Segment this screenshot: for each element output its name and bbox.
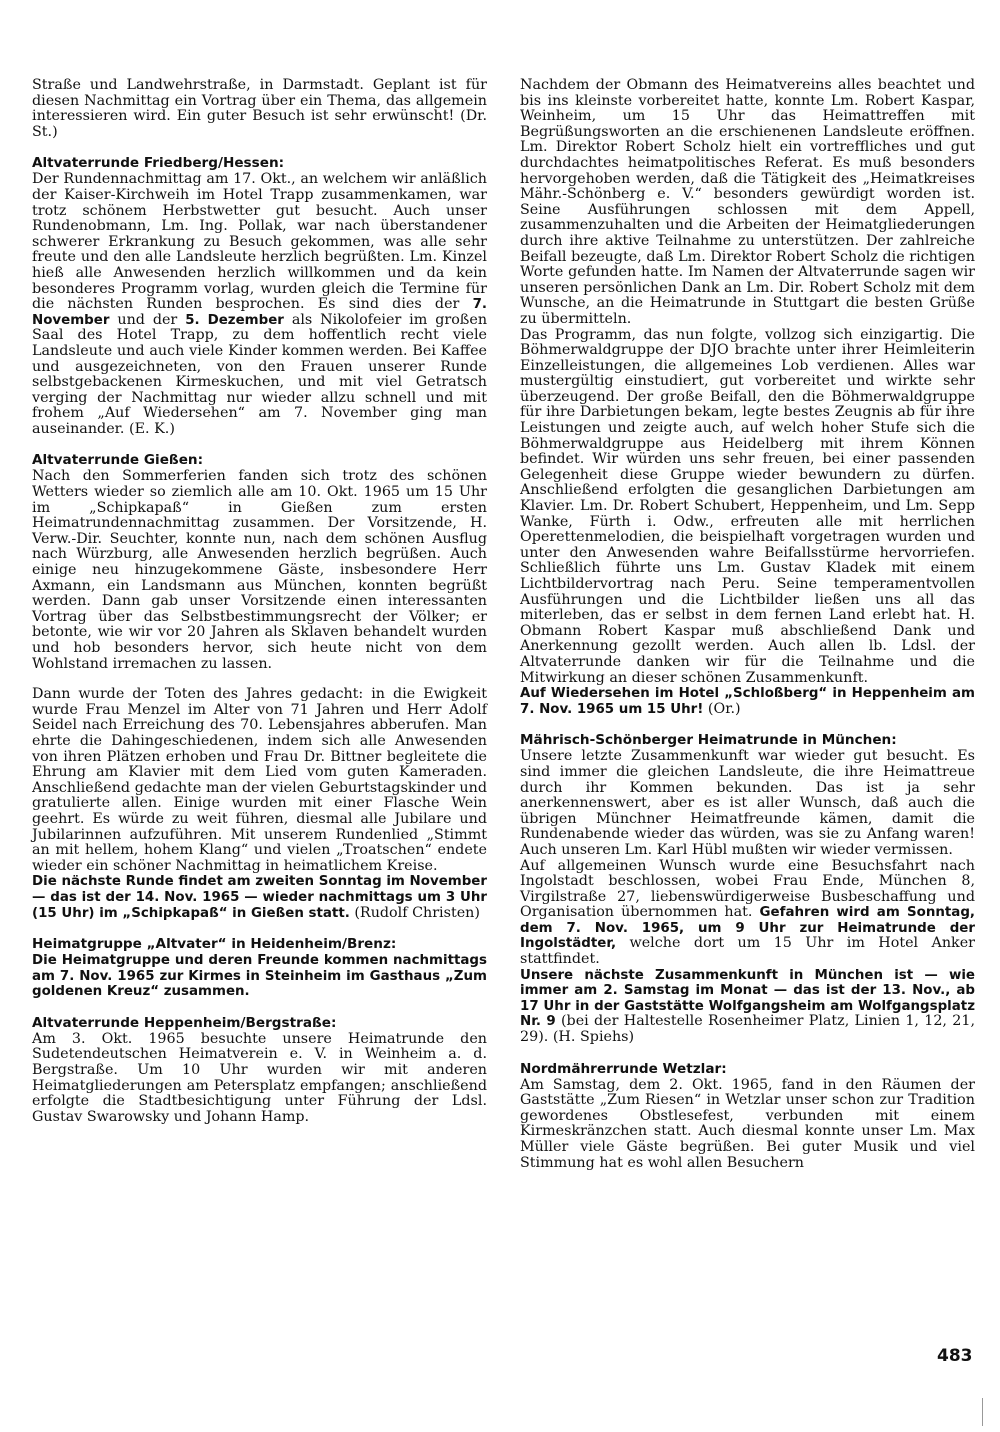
body-text: Der Rundennachmittag am 17. Okt., an welchem wir anläßlich der Kaiser-Kirchweih im Hotel Trapp zusammenkamen, war trotz schönem Herbstwetter gut besucht. Auch unser Rundenobmann, Lm. Ing. Pollak, war nach überstandener schwerer Erkrankung zu Besuch gekommen, was alle sehr freute und den alle Landsleute herzlich begrüßten. Lm. Kinzel hieß alle Anwesenden herzlich willkommen und da kein besonderes Programm vorlag, wurden gleich die Termine für die nächsten Runden besprochen. Es sind dies der: [32, 171, 487, 313]
bold-announcement: Die nächste Runde findet am zweiten Sonntag im November — das ist der 14. Nov. 1965 — wieder nachmittags um 3 Uhr (15 Uhr) im „Schipkapaß“ in Gießen statt.: [32, 874, 487, 921]
announcement: [520, 686, 975, 717]
announcement: [32, 874, 487, 921]
section-heppenheim: [32, 1015, 487, 1126]
section-heading: Altvaterrunde Friedberg/Hessen:: [32, 155, 285, 172]
section-friedberg: [32, 155, 487, 437]
section-body: [520, 968, 975, 1046]
section-body: Dann wurde der Toten des Jahres gedacht: in die Ewigkeit wurde Frau Menzel im Alter von 71 Jahren und Herr Adolf Seidel nach Erreichung des 70. Lebensjahres abberufen. Man ehrte die Dahingeschiedenen, indem sich alle Anwesenden von ihren Plätzen erhoben und Frau Dr. Bittner begleitete die Ehrung am Klavier mit dem Lied vom guten Kameraden. Anschließend gedachte man der vielen Geburtstagskinder und gratulierte allen. Einige wurden mit einer Flasche Wein geehrt. Es würde zu weit führen, diesmal alle Jubilare und Jubilarinnen aufzuführen. Mit unserem Rundenlied „Stimmt an mit hellem, hohem Klang“ und vielen „Troatschen“ endete wieder ein schöner Nachmittag in heimatlichem Kreise.: [32, 686, 487, 874]
body-text: (bei der Haltestelle Rosenheimer Platz, Linien 1, 12, 21, 29). (H. Spiehs): [520, 1013, 975, 1046]
bold-date: 7. November: [32, 297, 487, 328]
section-body: Nach den Sommerferien fanden sich trotz des schönen Wetters wieder so ziemlich alle am 10. Okt. 1965 um 15 Uhr im „Schipkapaß“ in Gießen zum ersten Heimatrundennachmittag zusammen. Der Vorsitzende, H. Verw.-Dir. Seuchter, konnte nun, nach dem schönen Ausflug nach Würzburg, alle Anwesenden herzlich begrüßen. Auch einige neu hinzugekommene Gäste, insbesondere Herr Axmann, ein Landsmann aus München, konnten begrüßt werden. Dann gab unser Vorsitzende einen interessanten Vortrag über das Selbstbestimmungsrecht der Völker; er betonte, wie wir vor 20 Jahren als Sklaven behandelt wurden und hob besonders hervor, sich heute nicht von dem Wohlstand irremachen zu lassen.: [32, 468, 487, 672]
signature: (Rudolf Christen): [354, 904, 480, 921]
section-body: Am 3. Okt. 1965 besuchte unsere Heimatrunde den Sudetendeutschen Heimatverein e. V. in Weinheim a. d. Bergstraße. Um 10 Uhr wurden wir mit anderen Heimatgliederungen am Petersplatz empfangen; anschließend erfolgte die Stadtbesichtigung unter Führung der Ldsl. Gustav Swarowsky und Johann Hamp.: [32, 1030, 487, 1125]
body-text: Auf allgemeinen Wunsch wurde eine Besuchsfahrt nach Ingolstadt beschlossen, wobei Frau Ende, München 8, Virgilstraße 27, liebenswürdigerweise Busbeschaffung und Organisation übernommen hat.: [520, 857, 975, 921]
right-column: [520, 78, 975, 1171]
bold-announcement: Unsere nächste Zusammenkunft in München ist — wie immer am 2. Samstag im Monat — das ist der 13. Nov., ab 17 Uhr in der Gaststätte Wolfgangsheim am Wolfgangsplatz Nr. 9: [520, 967, 975, 1030]
bold-date: 5. Dezember: [185, 312, 284, 328]
section-body: Das Programm, das nun folgte, vollzog sich einzigartig. Die Böhmerwaldgruppe der DJO brachte unter ihrer Heimleiterin Einzelleistungen, die allgemeines Lob verdienen. Alles war mustergültig einstudiert, gut vorbereitet und wirkte sehr überzeugend. Der große Beifall, den die Böhmerwaldgruppe für ihre Darbietungen bekam, legte bestes Zeugnis ab für ihre Leistungen und zeigte auch, auf welch hoher Stufe sich die Böhmerwaldgruppe aus Heidelberg mit ihrem Können befindet. Wir würden uns sehr freuen, bei einer passenden Gelegenheit diese Gruppe wieder bewundern zu dürfen. Anschließend erfolgten die gesanglichen Darbietungen am Klavier. Lm. Dr. Robert Schubert, Heppenheim, und Lm. Sepp Wanke, Fürth i. Odw., erfreuten alle mit herrlichen Operettenmelodien, die beispielhaft vorgetragen wurden und unter den Anwesenden wahre Beifallsstürme hervorriefen. Schließlich führte uns Lm. Gustav Kladek mit einem Lichtbildervortrag nach Peru. Seine temperamentvollen Ausführungen und die Lichtbilder ließen uns all das miterleben, das er selbst in dem fernen Land erlebt hat. H. Obmann Robert Kaspar muß abschließend Dank und Anerkennung gezollt werden. Auch allen lb. Ldsl. der Altvaterrunde danken wir für die Teilnahme und die Mitwirkung an dieser schönen Zusammenkunft.: [520, 326, 975, 686]
body-text: welche dort um 15 Uhr im Hotel Anker stattfindet.: [520, 935, 975, 968]
section-wetzlar: [520, 1061, 975, 1172]
page-number: 483: [937, 1346, 973, 1366]
scan-edge-mark: [982, 1398, 997, 1426]
section-body: [520, 859, 975, 968]
section-giessen: [32, 452, 487, 921]
section-heading: Altvaterrunde Gießen:: [32, 452, 204, 469]
section-heading: Nordmährerrunde Wetzlar:: [520, 1060, 727, 1077]
bold-announcement: Auf Wiedersehen im Hotel „Schloßberg“ in Heppenheim am 7. Nov. 1965 um 15 Uhr!: [520, 686, 975, 717]
left-column: [32, 78, 487, 1125]
section-heading: Heimatgruppe „Altvater“ in Heidenheim/Brenz:: [32, 936, 397, 953]
section-body: Unsere letzte Zusammenkunft war wieder gut besucht. Es sind immer die gleichen Landsleute, die ihre Heimattreue durch ihr Kommen bekunden. Das ist ja sehr anerkennenswert, aber es ist aller Wunsch, daß auch die übrigen Münchner Heimatfreunde kämen, damit die Rundenabende wieder das würden, was sie zu Anfang waren! Auch unseren Lm. Karl Hübl mußten wir wieder vermissen.: [520, 748, 975, 858]
section-heading: Mährisch-Schönberger Heimatrunde in München:: [520, 732, 897, 749]
section-body: [32, 172, 487, 437]
bold-announcement: Die Heimatgruppe und deren Freunde kommen nachmittags am 7. Nov. 1965 zur Kirmes in Steinheim im Gasthaus „Zum goldenen Kreuz“ zusammen.: [32, 953, 487, 1000]
section-body: Am Samstag, dem 2. Okt. 1965, fand in den Räumen der Gaststätte „Zum Riesen“ in Wetzlar unser schon zur Tradition gewordenes Obstlesefest, verbunden mit einem Kirmeskränzchen statt. Auch diesmal konnte unser Lm. Max Müller viele Gäste begrüßen. Bei guter Musik und viel Stimmung hat es wohl allen Besuchern: [520, 1076, 975, 1171]
section-muenchen: [520, 732, 975, 1045]
section-body: Nachdem der Obmann des Heimatvereins alles beachtet und bis ins kleinste vorbereitet hatte, konnte Lm. Robert Kaspar, Weinheim, um 15 Uhr das Heimattreffen mit Begrüßungsworten an die erschienenen Landsleute eröffnen. Lm. Direktor Robert Scholz hielt ein vortreffliches und gut durchdachtes heimatpolitisches Referat. Es muß besonders hervorgehoben werden, daß die Tätigkeit des „Heimatkreises Mähr.-Schönberg e. V.“ besonders gewürdigt worden ist. Seine Ausführungen schlossen mit dem Appell, zusammenzuhalten und die Arbeiten der Heimatgliederungen durch ihre aktive Teilnahme zu unterstützen. Der zahlreiche Beifall bezeugte, daß Lm. Direktor Robert Scholz die richtigen Worte gefunden hatte. Im Namen der Altvaterrunde sagen wir unseren persönlichen Dank an Lm. Dir. Robert Scholz mit dem Wunsche, an die Heimatrunde in Stuttgart die besten Grüße zu übermitteln.: [520, 77, 975, 327]
body-text: als Nikolofeier im großen Saal des Hotel Trapp, zu dem hoffentlich recht viele Landsleute und auch viele Kinder kommen werden. Bei Kaffee und ausgezeichneten, von den Frauen unserer Runde selbstgebackenen Kirmeskuchen, und mit viel Getratsch verging der Nachmittag nur wieder allzu schnell und mit frohem „Auf Wiedersehen“ am 7. November ging man auseinander. (E. K.): [32, 311, 488, 437]
section-heading: Altvaterrunde Heppenheim/Bergstraße:: [32, 1014, 337, 1031]
bold-announcement: Gefahren wird am Sonntag, dem 7. Nov. 1965, um 9 Uhr zur Heimatrunde der Ingolstädter,: [520, 905, 975, 952]
section-heidenheim: [32, 936, 487, 1000]
body-text: und der: [117, 311, 178, 328]
intro-paragraph: Straße und Landwehrstraße, in Darmstadt. Geplant ist für diesen Nachmittag ein Vortrag über ein Thema, das allgemein interessieren wird. Ein guter Besuch ist sehr erwünscht! (Dr. St.): [32, 77, 487, 140]
signature: (Or.): [707, 700, 741, 717]
